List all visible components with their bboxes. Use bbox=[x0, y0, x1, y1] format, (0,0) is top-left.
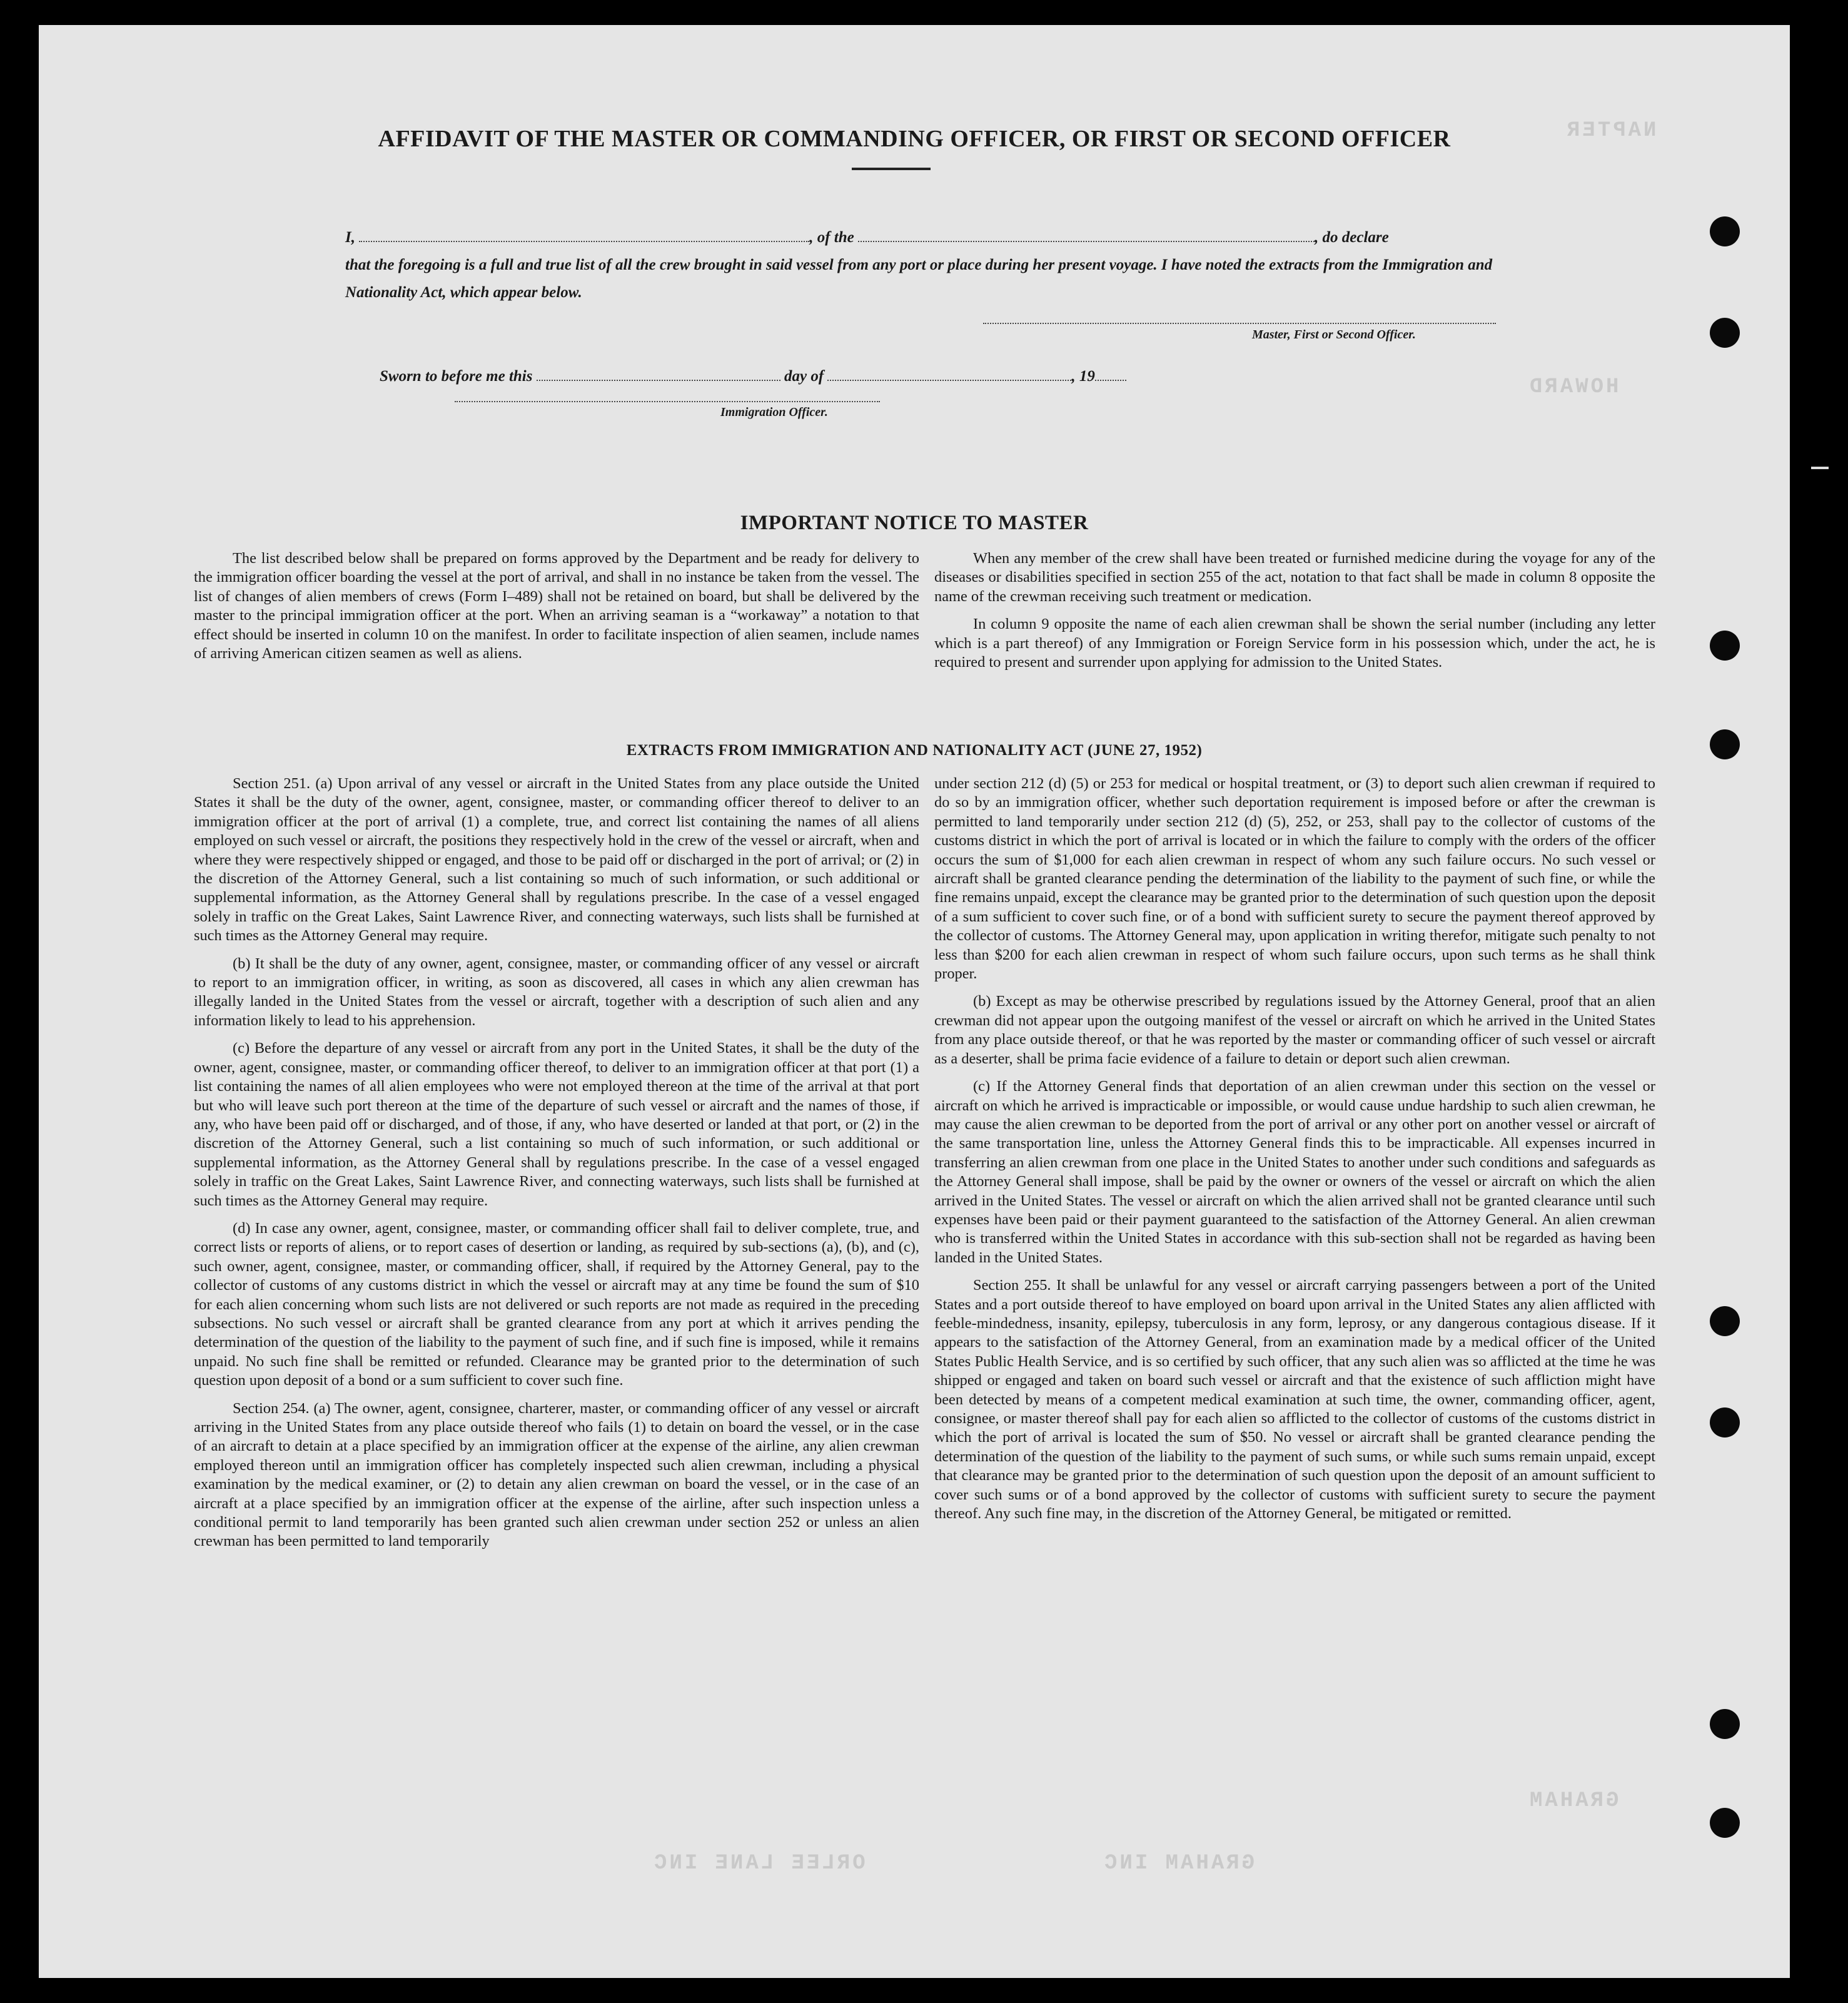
edge-mark bbox=[1811, 467, 1829, 469]
extracts-left-column bbox=[194, 774, 919, 1560]
notice-paragraph: The list described below shall be prepared on forms approved by the Department and be ready for delivery to the immigration officer boarding the vessel at the port of arrival, and shall in no instance be taken from the vessel. The list of changes of alien members of crews (Form I–489) shall not be retained on board, but shall be delivered by the master to the principal immigration officer at the port. When an arriving seaman is a “workaway” a notation to that effect should be inserted in column 10 on the manifest. In order to facilitate inspection of alien seamen, include names of arriving American citizen seamen as well as aliens. bbox=[194, 550, 919, 662]
of-the-label: , of the bbox=[809, 229, 854, 246]
notice-left-column bbox=[194, 549, 919, 672]
punch-hole-icon bbox=[1710, 1407, 1740, 1438]
punch-hole-icon bbox=[1710, 1306, 1740, 1336]
name-field[interactable] bbox=[359, 226, 809, 242]
extracts-title: EXTRACTS FROM IMMIGRATION AND NATIONALITY ACT (JUNE 27, 1952) bbox=[626, 742, 1203, 759]
section-paragraph: Section 255. It shall be unlawful for any vessel or aircraft carrying passengers between a port of the United States and a port outside thereof to have employed on board upon arrival in the United States any alien afflicted with feeble-mindedness, insanity, epilepsy, tuberculosis in any form, leprosy, or any dangerous contagious disease. If it appears to the satisfaction of the Attorney General, from an examination made by a medical officer of the United States Public Health Service, and is so certified by such officer, that any such alien was so afflicted at the time he was shipped or engaged and taken on board such vessel or aircraft and that the existence of such affliction might have been detected by means of a competent medical examination at such time, the owner, commanding officer, agent, consignee, or master thereof shall pay for each alien so afflicted to the collector of customs of the customs district in which the port of arrival is located the sum of $50. No vessel or aircraft shall be granted clearance pending the determination of the question of the liability to the payment of such sums, or while such sums remain unpaid, except that clearance may be granted prior to the determination of such question upon the deposit of an amount sufficient to cover such sums or of a bond approved by the collector of customs with sufficient surety to secure the payment thereof. Any such fine may, in the discretion of the Attorney General, be mitigated or remitted. bbox=[934, 1277, 1655, 1523]
vessel-field[interactable] bbox=[858, 226, 1315, 242]
year-label: , 19 bbox=[1071, 368, 1095, 385]
sworn-label: Sworn to before me this bbox=[380, 368, 533, 385]
section-paragraph: (c) If the Attorney General finds that deportation of an alien crewman under this section on the vessel or aircraft on which he arrived is impracticable or impossible, or would cause undue hardship to such alien crewman, he may cause the alien crewman to be deported from the port of arrival or any other port on another vessel or aircraft of the same transportation line, unless the Attorney General finds this to be impracticable. All expenses incurred in transferring an alien crewman from one place in the United States to another under such conditions and safeguards as the Attorney General shall impose, shall be paid by the owner or owners of the vessel or aircraft on which the alien arrived in the United States. The vessel or aircraft on which the alien arrived shall not be granted clearance until such expenses have been paid or their payment guaranteed to the satisfaction of the Attorney General. An alien crewman who is transferred within the United States in accordance with this sub-section shall not be regarded as having been landed in the United States. bbox=[934, 1078, 1655, 1266]
sworn-day-field[interactable] bbox=[537, 365, 780, 381]
bleed-through-text: HOWARD bbox=[1527, 375, 1619, 399]
declaration-line bbox=[345, 224, 1521, 251]
day-of-label: day of bbox=[784, 368, 824, 385]
section-paragraph: (d) In case any owner, agent, consignee, master, or commanding officer shall fail to deliver complete, true, and correct lists or reports of aliens, or to report cases of desertion or landing, as required by sub-sections (a), (b), and (c), such owner, agent, consignee, master, or commanding officer, shall, if required by the Attorney General, pay to the collector of customs of any customs district in which the vessel or aircraft may at any time be found the sum of $10 for each alien concerning whom such lists are not delivered or such reports are not made as required in the preceding subsections. No such vessel or aircraft shall be granted clearance from any port at which it arrives pending the determination of the question of the liability to the payment of such fine, and if such fine is imposed, while it remains unpaid. No such fine shall be remitted or refunded. Clearance may be granted prior to the determination of such question upon deposit of a bond or a sum sufficient to cover such fine. bbox=[194, 1219, 919, 1389]
punch-hole-icon bbox=[1710, 631, 1740, 661]
section-paragraph: Section 251. (a) Upon arrival of any vessel or aircraft in the United States from any place outside the United States it shall be the duty of the owner, agent, consignee, master, or commanding officer thereof to deliver to an immigration officer at the port of arrival (1) a complete, true, and correct list containing the names of all aliens employed on such vessel or aircraft, the positions they respectively hold in the crew of the vessel or aircraft, when and where they were respectively shipped or engaged, and those to be paid off or discharged in the port of arrival; or (2) in the discretion of the Attorney General, such a list containing so much of such information, or such additional or supplemental information, as the Attorney General shall by regulations prescribe. In the case of a vessel engaged solely in traffic on the Great Lakes, Saint Lawrence River, and connecting waterways, such lists shall be furnished at such times as the Attorney General may require. bbox=[194, 775, 919, 945]
title-divider bbox=[852, 168, 931, 170]
immigration-officer-label: Immigration Officer. bbox=[720, 405, 828, 419]
bleed-through-text: NAPTER bbox=[1565, 119, 1657, 143]
declaration-statement: that the foregoing is a full and true list of all the crew brought in said vessel from any port or place during her present voyage. I have noted the extracts from the Immigration and Nationality Act, which appear below. bbox=[345, 256, 1493, 301]
section-paragraph: (b) It shall be the duty of any owner, agent, consignee, master, or commanding officer of any vessel or aircraft to report to an immigration officer, in writing, as soon as discovered, all cases in which any alien crewman has illegally landed in the United States from the vessel or aircraft, together with a description of such alien and any information likely to lead to his apprehension. bbox=[194, 955, 919, 1029]
i-label: I, bbox=[345, 229, 355, 246]
punch-hole-icon bbox=[1710, 729, 1740, 759]
extracts-right-column bbox=[934, 774, 1655, 1532]
notice-right-column bbox=[934, 549, 1655, 681]
punch-hole-icon bbox=[1710, 318, 1740, 348]
punch-hole-icon bbox=[1710, 216, 1740, 246]
do-declare-label: , do declare bbox=[1315, 229, 1389, 246]
section-paragraph: (c) Before the departure of any vessel or aircraft from any port in the United States, it shall be the duty of the owner, agent, consignee, master, or commanding officer thereof, to deliver to an immigration officer at that port (1) a list containing the names of all alien employees who were not employed thereon at the time of the arrival at that port but who will leave such port thereon at the time of the departure of such vessel or aircraft and the names of those, if any, who have been paid off or discharged, and of those, if any, who have deserted or landed at that port, or (2) in the discretion of the Attorney General, such a list containing so much of such information, or such additional or supplemental information, as the Attorney General shall by regulations prescribe. In the case of a vessel engaged solely in traffic on the Great Lakes, Saint Lawrence River, and connecting waterways, such lists shall be furnished at such times as the Attorney General may require. bbox=[194, 1040, 919, 1209]
affidavit-title: AFFIDAVIT OF THE MASTER OR COMMANDING OFFICER, OR FIRST OR SECOND OFFICER bbox=[378, 126, 1451, 152]
sworn-month-field[interactable] bbox=[827, 365, 1071, 381]
notice-paragraph: In column 9 opposite the name of each alien crewman shall be shown the serial number (including any letter which is a part thereof) of any Immigration or Foreign Service form in his possession which, under the act, he is required to present and surrender upon applying for admission to the United States. bbox=[934, 616, 1655, 671]
punch-hole-icon bbox=[1710, 1709, 1740, 1739]
sworn-line bbox=[380, 363, 1318, 390]
sworn-year-field[interactable] bbox=[1095, 365, 1126, 381]
notice-paragraph: When any member of the crew shall have been treated or furnished medicine during the voyage for any of the diseases or disabilities specified in section 255 of the act, notation to that fact shall be made in column 8 opposite the name of the crewman receiving such treatment or medication. bbox=[934, 550, 1655, 605]
section-paragraph: (b) Except as may be otherwise prescribed by regulations issued by the Attorney General, proof that an alien crewman did not appear upon the outgoing manifest of the vessel or aircraft on which he arrived in the United States from any place outside thereof, or that he was reported by the master or commanding officer of such vessel or aircraft as a deserter, shall be prima facie evidence of a failure to detain or deport such alien crewman. bbox=[934, 993, 1655, 1067]
document-page bbox=[39, 25, 1790, 1978]
master-signature-line[interactable] bbox=[983, 323, 1496, 324]
master-signature-label: Master, First or Second Officer. bbox=[1252, 328, 1416, 342]
notice-title: IMPORTANT NOTICE TO MASTER bbox=[740, 512, 1089, 534]
immigration-officer-line[interactable] bbox=[455, 401, 880, 402]
section-paragraph: under section 212 (d) (5) or 253 for medical or hospital treatment, or (3) to deport such alien crewman if required to do so by an immigration officer, whether such deportation requirement is imposed before or after the crewman is permitted to land temporarily under section 212 (d) (5), 252, or 253, shall pay to the collector of customs of the customs district in which the port of arrival is located or in which the failure to comply with the orders of the officer occurs the sum of $1,000 for each alien crewman in respect of whom any such failure occurs. No such vessel or aircraft shall be granted clearance pending the determination of the liability to the payment of such fine, or while the fine remains unpaid, except the clearance may be granted prior to the determination of such question upon the deposit of a sum sufficient to cover such fine, or of a bond with sufficient surety to secure the payment thereof approved by the collector of customs. The Attorney General may, upon application in writing therefor, mitigate such penalty to not less than $200 for each alien crewman in respect of whom such failure occurs, upon such terms as he shall think proper. bbox=[934, 775, 1655, 983]
punch-hole-icon bbox=[1710, 1808, 1740, 1838]
bleed-through-text: GRAHAM bbox=[1527, 1789, 1619, 1813]
section-paragraph: Section 254. (a) The owner, agent, consignee, charterer, master, or commanding officer of any vessel or aircraft arriving in the United States from any place outside thereof who fails (1) to detain on board the vessel, or in the case of an aircraft to detain at a place specified by an immigration officer at the expense of the airline, any alien crewman employed thereon until an immigration officer has completely inspected such alien crewman, including a physical examination by the medical examiner, or (2) to detain any alien crewman on board the vessel, or in the case of an aircraft at a place specified by an immigration officer at the expense of the airline, after such inspection unless a conditional permit to land temporarily has been granted such alien crewman under section 252 or unless an alien crewman has been permitted to land temporarily bbox=[194, 1399, 919, 1550]
bleed-through-text: GRAHAM INC bbox=[1102, 1852, 1255, 1875]
bleed-through-text: ORLEE LANE INC bbox=[652, 1852, 866, 1875]
